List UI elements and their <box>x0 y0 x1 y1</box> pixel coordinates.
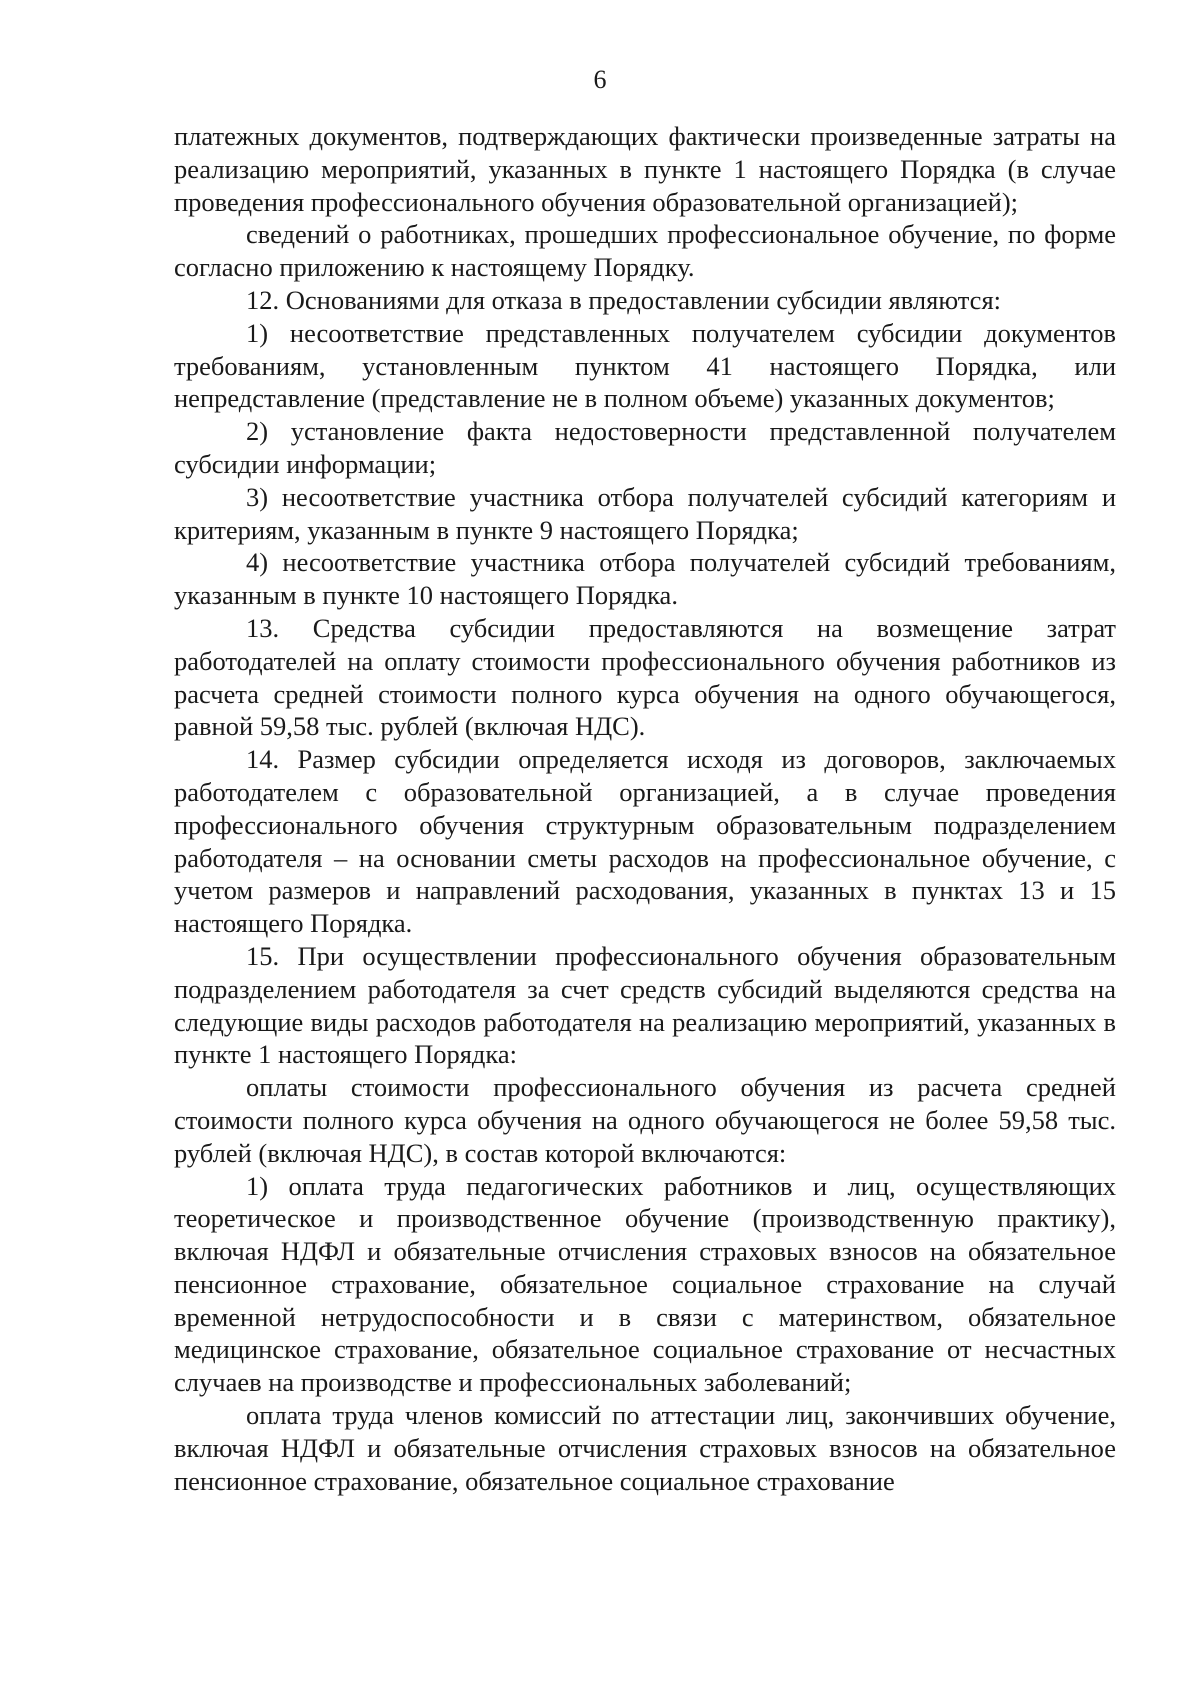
paragraph-14: 14. Размер субсидии определяется исходя из договоров, заключаемых работодателем с образовательной организацией, а в случае проведения профессионального обучения структурным образовательным подразделением работодателя – на основании сметы расходов на профессиональное обучение, с учетом размеров и направлений расходования, указанных в пунктах 13 и 15 настоящего Порядка. <box>174 744 1116 939</box>
document-body <box>174 120 1116 1497</box>
paragraph-12-item-2: 2) установление факта недостоверности представленной получателем субсидии информации; <box>174 416 1116 479</box>
paragraph-12-item-4: 4) несоответствие участника отбора получателей субсидий требованиям, указанным в пункте 10 настоящего Порядка. <box>174 547 1116 611</box>
paragraph-employee-info: сведений о работниках, прошедших профессиональное обучение, по форме согласно приложению к настоящему Порядку. <box>174 219 1116 283</box>
paragraph-12-refusal-grounds: 12. Основаниями для отказа в предоставлении субсидии являются: <box>246 284 1001 315</box>
page-number: 6 <box>593 65 607 94</box>
paragraph-payment-documents: платежных документов, подтверждающих фактически произведенные затраты на реализацию мероприятий, указанных в пункте 1 настоящего Порядка (в случае проведения профессионального обучения образовательной организацией); <box>174 121 1116 217</box>
paragraph-15-commission-pay: оплата труда членов комиссий по аттестации лиц, закончивших обучение, включая НДФЛ и обязательные отчисления страховых взносов на обязательное пенсионное страхование, обязательное социальное страхование <box>174 1400 1116 1496</box>
paragraph-12-item-3: 3) несоответствие участника отбора получателей субсидий категориям и критериям, указанным в пункте 9 настоящего Порядка; <box>174 481 1116 545</box>
paragraph-13: 13. Средства субсидии предоставляются на возмещение затрат работодателей на оплату стоимости профессионального обучения работников из расчета средней стоимости полного курса обучения на одного обучающегося, равной 59,58 тыс. рублей (включая НДС). <box>174 612 1116 742</box>
paragraph-15-training-cost: оплаты стоимости профессионального обучения из расчета средней стоимости полного курса обучения на одного обучающегося не более 59,58 тыс. рублей (включая НДС), в состав которой включаются: <box>174 1072 1116 1168</box>
paragraph-15: 15. При осуществлении профессионального обучения образовательным подразделением работодателя за счет средств субсидий выделяются средства на следующие виды расходов работодателя на реализацию мероприятий, указанных в пункте 1 настоящего Порядка: <box>174 940 1116 1070</box>
paragraph-12-item-1: 1) несоответствие представленных получателем субсидии документов требованиям, установленным пунктом 41 настоящего Порядка, или непредставление (представление не в полном объеме) указанных документов; <box>174 317 1116 414</box>
paragraph-15-item-1: 1) оплата труда педагогических работников и лиц, осуществляющих теоретическое и производственное обучение (производственную практику), включая НДФЛ и обязательные отчисления страховых взносов на обязательное пенсионное страхование, обязательное социальное страхование на случай временной нетрудоспособности и в связи с материнством, обязательное медицинское страхование, обязательное социальное страхование от несчастных случаев на производстве и профессиональных заболеваний; <box>174 1170 1116 1398</box>
